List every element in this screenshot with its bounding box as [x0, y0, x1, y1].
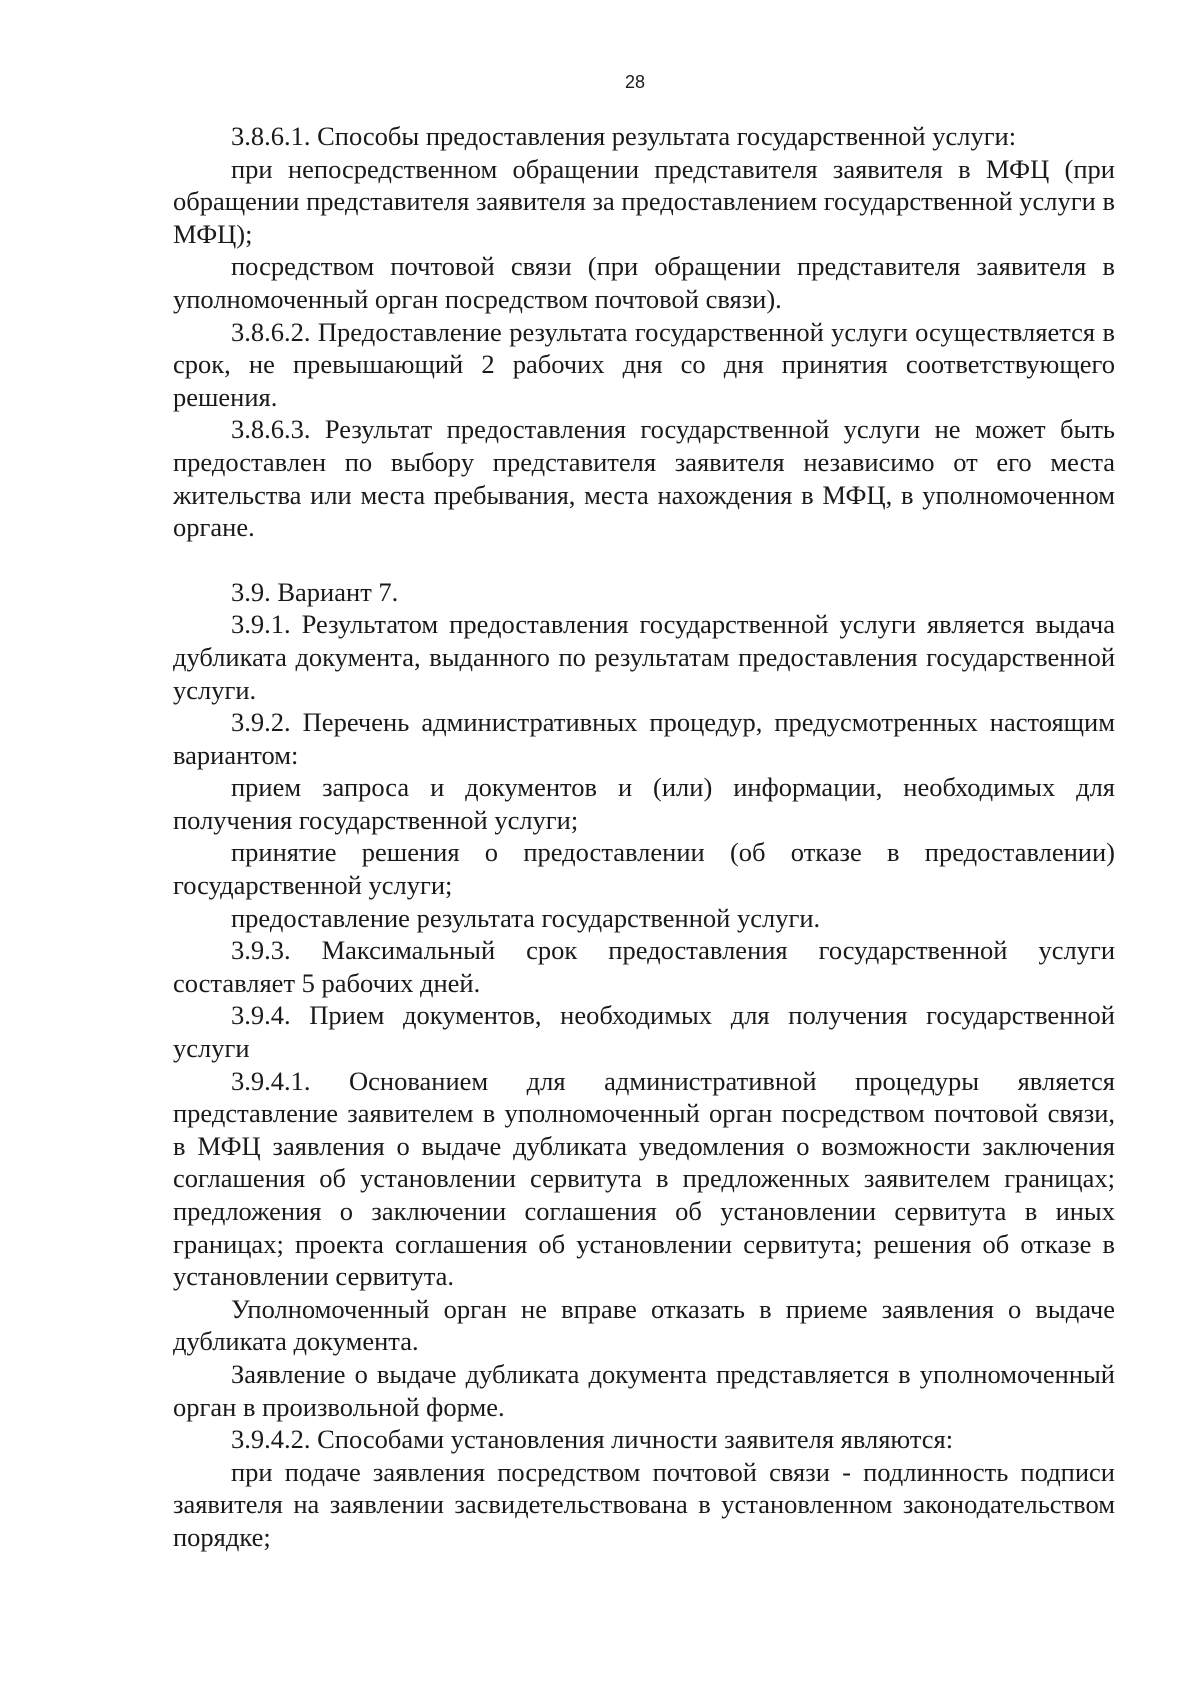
paragraph-3-9-1: 3.9.1. Результатом предоставления государственной услуги является выдача дубликата документа, выданного по результатам предоставления государственной услуги. [173, 609, 1115, 705]
paragraph-3-9-4: 3.9.4. Прием документов, необходимых для получения государственной услуги [173, 1000, 1115, 1064]
paragraph-3-8-6-2: 3.8.6.2. Предоставление результата государственной услуги осуществляется в срок, не превышающий 2 рабочих дня со дня принятия соответствующего решения. [173, 316, 1115, 412]
paragraph-3-9-3: 3.9.3. Максимальный срок предоставления государственной услуги составляет 5 рабочих дней. [173, 935, 1115, 998]
document-body [173, 120, 1115, 1554]
section-heading-3-9: 3.9. Вариант 7. [231, 576, 399, 607]
list-item-decision: принятие решения о предоставлении (об отказе в предоставлении) государственной услуги; [173, 837, 1115, 901]
paragraph-3-9-4-2: 3.9.4.2. Способами установления личности заявителя являются: [231, 1424, 954, 1455]
paragraph-3-9-2: 3.9.2. Перечень административных процедур, предусмотренных настоящим вариантом: [173, 707, 1115, 770]
paragraph-3-8-6-3: 3.8.6.3. Результат предоставления государственной услуги не может быть предоставлен по выбору представителя заявителя независимо от его места жительства или места пребывания, места нахождения в МФЦ, в уполномоченном органе. [173, 414, 1115, 543]
paragraph-postal-signature: при подаче заявления посредством почтовой связи - подлинность подписи заявителя на заявлении засвидетельствована в установленном законодательством порядке; [173, 1456, 1115, 1552]
page-number: 28 [624, 72, 646, 92]
paragraph-free-form: Заявление о выдаче дубликата документа представляется в уполномоченный орган в произвольной форме. [173, 1358, 1115, 1422]
paragraph-no-refusal: Уполномоченный орган не вправе отказать в приеме заявления о выдаче дубликата документа. [173, 1293, 1115, 1357]
paragraph-3-8-6-1: 3.8.6.1. Способы предоставления результата государственной услуги: [231, 121, 1017, 151]
list-item-reception: прием запроса и документов и (или) информации, необходимых для получения государственной услуги; [173, 772, 1115, 835]
paragraph-mfc-method: при непосредственном обращении представителя заявителя в МФЦ (при обращении представителя заявителя за предоставлением государственной услуги в МФЦ); [173, 153, 1115, 249]
paragraph-3-9-4-1: 3.9.4.1. Основанием для административной процедуры является представление заявителем в уполномоченный орган посредством почтовой связи, в МФЦ заявления о выдаче дубликата уведомления о возможности заключения соглашения об установлении сервитута в предложенных заявителем границах; предложения о заключении соглашения об установлении сервитута в иных границах; проекта соглашения об установлении сервитута; решения об отказе в установлении сервитута. [173, 1065, 1115, 1292]
list-item-result: предоставление результата государственной услуги. [231, 902, 821, 933]
paragraph-postal-method: посредством почтовой связи (при обращении представителя заявителя в уполномоченный орган посредством почтовой связи). [173, 251, 1115, 314]
